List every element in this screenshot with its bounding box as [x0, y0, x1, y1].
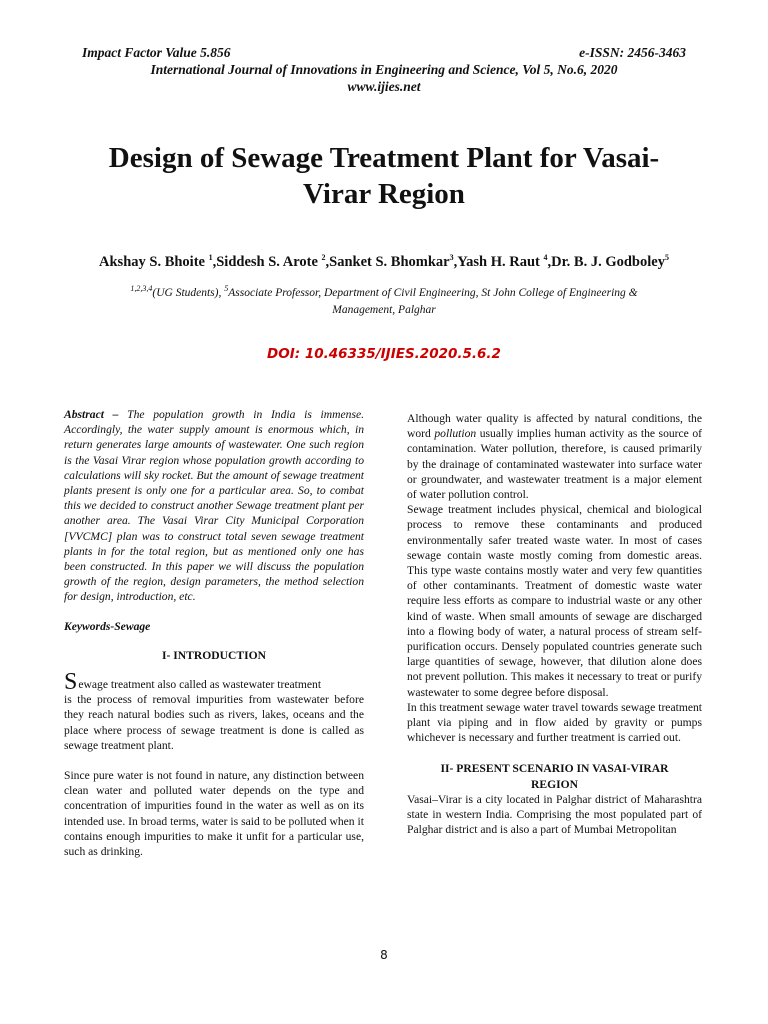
intro-paragraph-2: Since pure water is not found in nature, any distinction between clean water and polluted water depends on the type and concentration of impurities found in the water as well as on its intended use. In broad terms, water is said to be polluted when it contains enough impurities to make it unfit for a particular use, such as drinking. — [64, 769, 364, 859]
journal-name: International Journal of Innovations in Engineering and Science, Vol 5, No.6, 2020 — [150, 62, 618, 77]
right-column — [407, 411, 702, 837]
eissn: e-ISSN: 2456-3463 — [579, 45, 686, 60]
affiliation: $^{1,2,3,4}$(UG Students), $^5$Associate Professor, Department of Civil Engineering, St John College of Engineering & Management, Palghar — [130, 284, 638, 316]
right-paragraph-1: Although water quality is affected by natural conditions, the word pollution usually implies human activity as the source of contamination. Water pollution, therefore, is caused primarily by the drainage of contaminated wastewater into surface water or groundwater, and wastewater treatment is a major element of water pollution control. — [407, 412, 702, 502]
right-paragraph-4: Vasai–Virar is a city located in Palghar district of Maharashtra state in western India. Comprising the most populated part of Palghar district and is also a part of Mumbai Metropolitan — [407, 792, 702, 837]
impact-factor: Impact Factor Value 5.856 — [82, 45, 231, 60]
abstract: Abstract – The population growth in India is immense. Accordingly, the water supply amount is enormous which, in return generates large amounts of wastewater. One such region is the Vasai Virar region whose population growth according to calculations will sky rocket. But the amount of sewage treatment plants present is only one for a particular area. So, to combat this we decided to construct another Sewage treatment plant per another area. The Vasai Virar City Municipal Corporation [VVCMC] plan was to construct total seven sewage treatment plants in for the total region, but as mentioned only one has been constructed. In this paper we will discuss the population growth of the region, design parameters, the method selection for design, introduction, etc. — [64, 408, 364, 604]
author-4: ,Yash H. Raut $^4$ — [453, 253, 548, 270]
section-heading-introduction: I- INTRODUCTION — [161, 648, 267, 662]
section-heading-present-scenario: II- PRESENT SCENARIO IN VASAI-VIRAR REGION — [440, 762, 669, 791]
keywords: Keywords-Sewage — [64, 619, 151, 633]
author-5: ,Dr. B. J. Godboley$^5$ — [547, 253, 669, 270]
drop-cap: S — [64, 669, 78, 696]
left-column — [64, 407, 364, 859]
author-3: ,Sanket S. Bhomkar$^3$ — [325, 253, 454, 270]
title-line-1: Design of Sewage Treatment Plant for Vasai- — [108, 142, 660, 174]
right-paragraph-3: In this treatment sewage water travel towards sewage treatment plant via piping and in flow aided by gravity or pumps whichever is necessary and further treatment is carried out. — [407, 700, 702, 745]
abstract-label: Abstract – — [64, 408, 128, 421]
title-line-2: Virar Region — [303, 178, 465, 210]
page-number: 8 — [380, 948, 388, 962]
journal-website: www.ijies.net — [347, 79, 421, 94]
author-2: ,Siddesh S. Arote $^2$ — [212, 253, 326, 270]
author-1: Akshay S. Bhoite $^1$ — [99, 253, 213, 270]
right-paragraph-2: Sewage treatment includes physical, chemical and biological process to remove these contaminants and produced environmentally safer treated waste water. In most of cases sewage contain waste mostly coming from domestic areas. This type waste contains mostly water and very few quantities of other contaminants. Treatment of domestic waste water require less efforts as compare to industrial waste or any other kind of waste. When small amounts of sewage are discharged into a flowing body of water, a natural process of stream self-purification occurs. Densely populated countries generate such large quantities of sewage, however, that dilution alone does not prevent pollution. This makes it necessary to treat or purify wastewater to some degree before disposal. — [407, 503, 702, 699]
paper-title — [60, 140, 708, 212]
intro-paragraph-1: S ewage treatment also called as wastewater treatment is the process of removal impurities from wastewater before they reach natural bodies such as rivers, lakes, oceans and the place where process of sewage treatment is done is called as sewage treatment plant. — [64, 669, 364, 752]
doi-link[interactable]: DOI: 10.46335/IJIES.2020.5.6.2 — [267, 346, 501, 362]
author-list — [40, 254, 728, 271]
